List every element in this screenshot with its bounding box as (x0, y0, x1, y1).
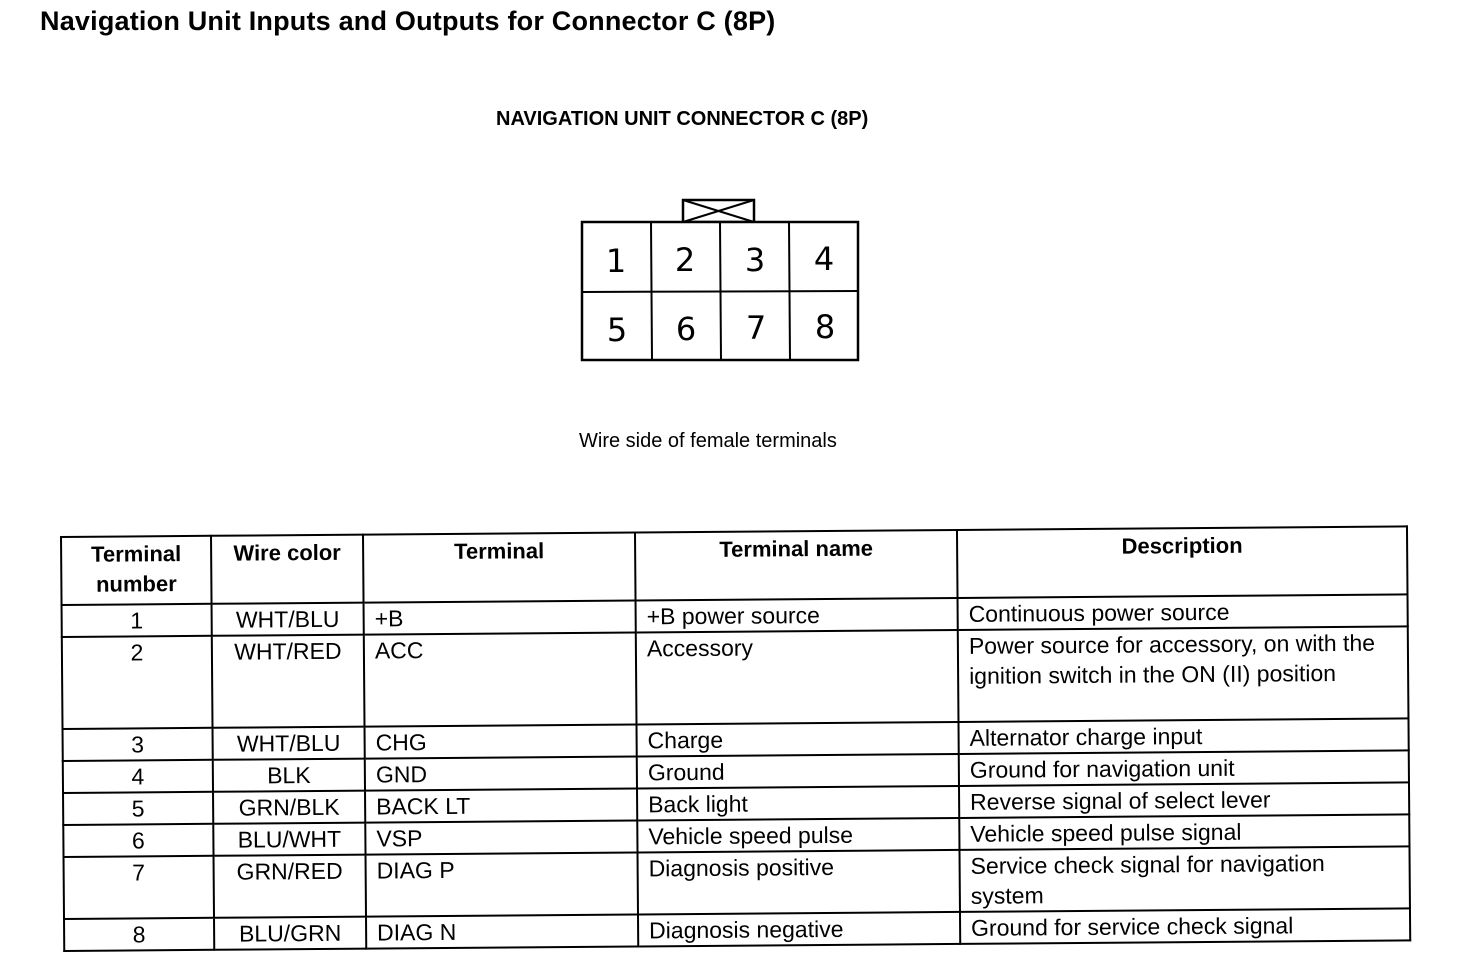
header-terminal-number: Terminal number (61, 536, 212, 605)
header-wire-color: Wire color (211, 535, 364, 604)
terminal-description: Ground for service check signal (960, 908, 1410, 944)
terminal-code: CHG (365, 724, 637, 758)
table-header-row (61, 526, 1407, 605)
header-terminal-name: Terminal name (635, 530, 958, 601)
terminal-description: Reverse signal of select lever (959, 782, 1409, 818)
terminal-code: VSP (365, 820, 637, 854)
terminal-name: Diagnosis negative (638, 912, 960, 947)
pin-label: 3 (744, 241, 766, 279)
terminal-description: Service check signal for navigation system (959, 846, 1409, 912)
terminal-name: Back light (637, 786, 959, 821)
pin-label: 5 (606, 311, 628, 349)
terminal-name: Diagnosis positive (638, 850, 960, 915)
wire-color: BLK (213, 759, 365, 792)
wire-color: GRN/RED (214, 855, 366, 918)
wire-color: GRN/BLK (213, 791, 365, 824)
pin-label: 8 (814, 308, 836, 346)
terminal-number: 3 (63, 728, 213, 761)
terminal-name: Vehicle speed pulse (637, 818, 959, 853)
pin-label: 2 (674, 241, 696, 279)
terminal-number: 8 (64, 918, 214, 951)
terminal-description: Ground for navigation unit (959, 750, 1409, 786)
terminal-description: Continuous power source (958, 594, 1408, 630)
table-row (62, 626, 1409, 729)
terminal-number: 6 (63, 824, 213, 857)
terminal-description: Alternator charge input (958, 718, 1408, 754)
terminal-description: Power source for accessory, on with the ignition switch in the ON (II) position (958, 626, 1409, 722)
terminal-number: 4 (63, 760, 213, 793)
connector-title: NAVIGATION UNIT CONNECTOR C (8P) (496, 108, 869, 130)
wire-color: WHT/BLU (212, 603, 364, 636)
terminal-number: 5 (63, 792, 213, 825)
table-row (64, 846, 1410, 919)
terminal-code: BACK LT (365, 788, 637, 822)
pin-label: 6 (675, 310, 697, 348)
terminal-code: GND (365, 756, 637, 790)
terminal-code: +B (364, 600, 636, 634)
pin-label: 1 (605, 242, 627, 280)
header-terminal: Terminal (363, 532, 636, 602)
connector-diagram (580, 198, 862, 364)
terminal-code: DIAG P (366, 852, 638, 916)
terminal-name: Charge (636, 722, 958, 757)
header-description: Description (957, 526, 1408, 598)
wire-color: WHT/RED (212, 635, 365, 728)
connector-caption: Wire side of female terminals (579, 430, 837, 452)
page-title: Navigation Unit Inputs and Outputs for Connector C (8P) (40, 6, 776, 36)
terminal-description: Vehicle speed pulse signal (959, 814, 1409, 850)
terminal-name: Ground (637, 754, 959, 789)
terminal-number: 7 (64, 856, 214, 919)
pin-label: 7 (745, 309, 767, 347)
terminal-code: ACC (364, 632, 637, 726)
wire-color: BLU/WHT (213, 823, 365, 856)
pin-label: 4 (813, 240, 835, 278)
terminal-name: Accessory (636, 630, 959, 725)
terminal-table-wrapper (60, 525, 1409, 952)
terminal-name: +B power source (636, 598, 958, 633)
terminal-number: 1 (62, 604, 212, 637)
latch-tab-icon (683, 200, 754, 222)
wire-color: WHT/BLU (213, 727, 365, 760)
wire-color: BLU/GRN (214, 917, 366, 950)
terminal-number: 2 (62, 636, 213, 729)
terminal-code: DIAG N (366, 914, 638, 948)
terminal-table (60, 525, 1411, 952)
connector-svg (580, 198, 862, 364)
